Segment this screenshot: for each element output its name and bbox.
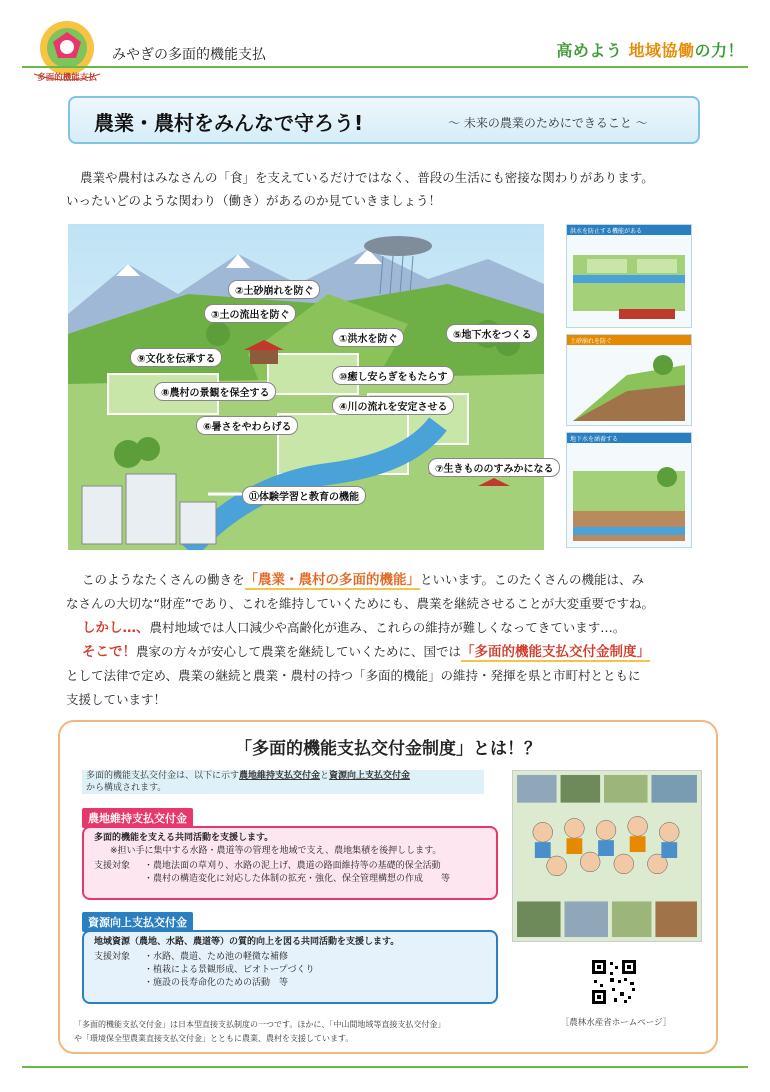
info-intro-text: から構成されます。 — [86, 783, 167, 793]
support-items — [144, 860, 486, 886]
side-panel-landslide — [566, 334, 692, 426]
slogan-part-b: 地域協働 — [628, 41, 695, 60]
activity-photo-collage — [512, 770, 702, 942]
logo-text: 多面的機能支払 — [37, 73, 97, 83]
page-header — [0, 0, 770, 82]
title-banner — [68, 96, 700, 144]
body-paragraph — [66, 568, 706, 712]
system-info-box — [58, 720, 718, 1054]
qr-code[interactable] — [590, 958, 638, 1006]
block-support-row — [94, 951, 486, 990]
side-panel-title: 地下水を涵養する — [567, 433, 691, 443]
highlight-term: 「多面的機能支払交付金制度」 — [461, 644, 651, 660]
side-panel-diagram — [567, 345, 691, 425]
header-title: みやぎの多面的機能支払 — [112, 47, 266, 63]
body-text: このようなたくさんの働きを — [82, 572, 245, 587]
page-subtitle: 〜 未来の農業のためにできること 〜 — [448, 116, 648, 130]
qr-caption: ［農林水産省ホームページ］ — [560, 1018, 672, 1028]
block-note: ※担い手に集中する水路・農道等の管理を地域で支え、農地集積を後押しします。 — [110, 846, 442, 856]
emphasis-text: しかし…、 — [82, 620, 150, 636]
intro-line-1: 農業や農村はみなさんの「食」を支えているだけではなく、普段の生活にも密接な関わりがあります。 — [80, 170, 654, 185]
side-panel-diagram — [567, 235, 691, 321]
support-item: ・農地法面の草刈り、水路の泥上げ、農道の路面維持等の基礎的保全活動 — [144, 861, 441, 871]
function-tag: ⑤地下水をつくる — [446, 324, 538, 343]
page-title: 農業・農村をみんなで守ろう! — [94, 111, 364, 135]
side-panel-groundwater — [566, 432, 692, 548]
intro-paragraph — [66, 166, 706, 212]
info-intro-term: 資源向上支払交付金 — [329, 771, 411, 781]
info-footnote — [74, 1018, 524, 1046]
function-tag: ⑧農村の景観を保全する — [154, 382, 276, 401]
body-line-3 — [66, 616, 706, 640]
info-intro-text: 多面的機能支払交付金は、以下に示す — [86, 771, 240, 781]
body-text: 農村地域では人口減少や高齢化が進み、これらの維持が難しくなってきています…。 — [149, 620, 626, 635]
side-panel-title: 洪水を防止する機能がある — [567, 225, 691, 235]
body-line-4 — [66, 640, 706, 664]
side-panel-diagram — [567, 443, 691, 547]
side-panel-title: 土砂崩れを防ぐ — [567, 335, 691, 345]
header-divider — [22, 66, 748, 68]
info-box-title: 「多面的機能支払交付金制度」とは！？ — [235, 739, 541, 759]
function-tag: ④川の流れを安定させる — [332, 396, 454, 415]
function-tag: ⑦生きもののすみかになる — [428, 458, 560, 477]
info-intro-text: と — [320, 771, 330, 781]
function-tag: ⑩癒し安らぎをもたらす — [332, 366, 454, 385]
function-tag: ⑥暑さをやわらげる — [196, 416, 298, 435]
body-text: 農家の方々が安心して農業を継続していくために、国では — [136, 644, 462, 659]
body-text: といいます。このたくさんの機能は、み — [420, 572, 645, 587]
support-item: ・水路、農道、ため池の軽微な補修 — [144, 952, 289, 962]
intro-line-2: いったいどのような関わり（働き）があるのか見ていきましょう！ — [66, 193, 442, 208]
body-line-2: なさんの大切な“財産”であり、これを維持していくためにも、農業を継続させることが大変重要ですね。 — [66, 596, 654, 611]
multifunction-illustration — [68, 224, 554, 550]
function-tag: ⑪体験学習と教育の機能 — [242, 486, 366, 505]
side-panel-flood — [566, 224, 692, 328]
body-line-5: として法律で定め、農業の継続と農業・農村の持つ「多面的機能」の維持・発揮を県と市町村とともに — [66, 668, 641, 683]
support-items — [144, 951, 486, 990]
resource-grant-tag: 資源向上支払交付金 — [82, 912, 193, 932]
footnote-line: や「環境保全型農業直接支払交付金」とともに農業、農村を支援しています。 — [74, 1034, 354, 1043]
block-heading: 多面的機能を支える共同活動を支援します。 — [94, 833, 274, 843]
farmland-grant-tag: 農地維持支払交付金 — [82, 808, 193, 828]
body-line-6: 支援しています！ — [66, 692, 167, 707]
highlight-term: 「農業・農村の多面的機能」 — [244, 572, 421, 588]
function-tag: ③土の流出を防ぐ — [204, 304, 296, 323]
emphasis-text: そこで！ — [82, 644, 136, 660]
slogan-part-a: 高めよう — [556, 41, 629, 60]
footer-divider — [22, 1066, 748, 1068]
farmland-grant-block — [82, 826, 498, 900]
slogan — [556, 38, 744, 61]
support-item: ・農村の構造変化に対応した体制の拡充・強化、保全管理構想の作成 等 — [144, 874, 451, 884]
body-line-1 — [66, 568, 706, 592]
resource-grant-block — [82, 930, 498, 1004]
info-intro-term: 農地維持支払交付金 — [239, 771, 321, 781]
footnote-line: 「多面的機能支払交付金」は日本型直接支払制度の一つです。ほかに、「中山間地域等直接支払交付金」 — [74, 1020, 446, 1029]
function-tag: ②土砂崩れを防ぐ — [228, 280, 320, 299]
function-tag: ⑨文化を伝承する — [130, 348, 222, 367]
block-heading: 地域資源（農地、水路、農道等）の質的向上を図る共同活動を支援します。 — [94, 937, 400, 947]
support-label: 支援対象 — [94, 952, 131, 962]
info-intro — [82, 770, 484, 794]
support-label: 支援対象 — [94, 861, 131, 871]
function-tag: ①洪水を防ぐ — [332, 328, 404, 347]
support-item: ・施設の長寿命化のための活動 等 — [144, 978, 289, 988]
block-support-row — [94, 860, 486, 886]
slogan-part-c: の力！ — [694, 41, 744, 60]
support-item: ・植栽による景観形成、ビオトープづくり — [144, 965, 315, 975]
program-logo — [24, 20, 110, 84]
